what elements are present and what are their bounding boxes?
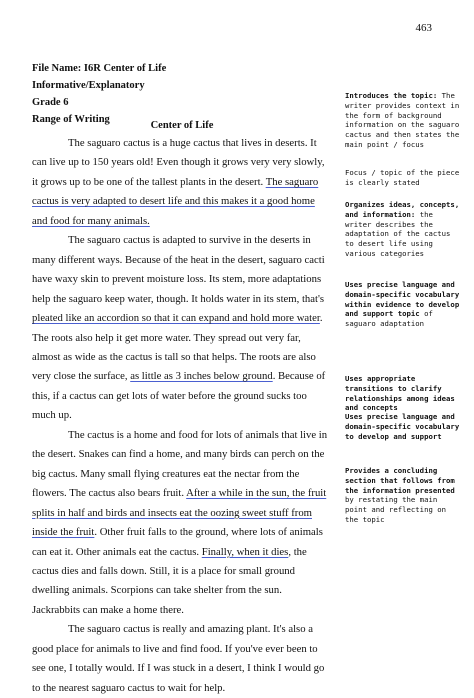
highlighted-focus-statement: The saguaro cactus is very adapted to desert life and this makes it a good home and food for many animals. bbox=[32, 175, 319, 227]
essay-paragraph-1 bbox=[32, 134, 332, 231]
file-name: File Name: I6R Center of Life bbox=[32, 63, 167, 74]
highlighted-vocabulary: After a while in the sun, the fruit splits in half and birds and insects eat the oozing sweet stuff from inside the fruit bbox=[32, 487, 327, 539]
annotation-text: The writer provides context in the form of background information on the saguaro cactus and then states the main point / focus bbox=[345, 91, 460, 149]
highlighted-transition: Finally, when it dies bbox=[201, 545, 289, 558]
annotation-heading: Provides a concluding section that follows from the information presented bbox=[345, 466, 455, 495]
document-header bbox=[32, 60, 166, 128]
annotation-organizes-ideas bbox=[345, 200, 463, 259]
annotation-text: Focus / topic of the piece is clearly stated bbox=[345, 168, 460, 187]
annotation-domain-vocabulary bbox=[345, 412, 463, 441]
paragraph-text: The saguaro cactus is a huge cactus that lives in deserts. It can live up to 150 years old! Even though it grows very very slowly, it grows up to be one of the tallest plants in the desert. bbox=[32, 137, 325, 188]
annotation-text: of saguaro adaptation bbox=[345, 309, 433, 329]
annotation-heading: Uses precise language and domain-specific vocabulary to develop and support bbox=[345, 412, 460, 441]
paragraph-text: . Other fruit falls to the ground, where lots of animals can eat it. Other animals eat the cactus. bbox=[32, 526, 323, 558]
annotation-heading: Uses precise language and domain-specific vocabulary within evidence to develop and support topic bbox=[345, 280, 460, 319]
paragraph-text: The saguaro cactus is adapted to survive in the deserts in many different ways. Because of the heat in the desert, saguaro cacti have waxy skin to prevent moisture loss. Its stem, more adaptations help the saguaro keep water, though. It holds water in its stem, that's bbox=[32, 234, 325, 305]
annotation-focus bbox=[345, 168, 463, 188]
annotation-introduces-topic bbox=[345, 91, 463, 150]
essay-title: Center of Life bbox=[150, 120, 214, 131]
essay-paragraph-3 bbox=[32, 426, 332, 621]
paragraph-text: . The roots also help it get more water. They spread out very far, almost as wide as the cactus is tall so that helps. The roots are also very close the surface, bbox=[32, 312, 323, 383]
annotation-heading: Introduces the topic: bbox=[345, 91, 438, 100]
paragraph-text: . Because of this, if a cactus can get lots of water before the ground sucks too much up. bbox=[32, 370, 326, 422]
annotation-text: the writer describes the adaptation of the cactus to desert life using various categories bbox=[345, 209, 451, 258]
grade-level: Grade 6 bbox=[32, 97, 69, 108]
annotation-heading: Uses appropriate transitions to clarify relationships among ideas and concepts bbox=[345, 374, 455, 413]
essay bbox=[32, 119, 332, 698]
page-number: 463 bbox=[415, 22, 432, 34]
annotation-precise-language bbox=[345, 280, 463, 329]
writing-type: Informative/Explanatory bbox=[32, 80, 145, 91]
annotation-transitions bbox=[345, 374, 463, 413]
annotation-heading: Organizes ideas, concepts, and information: bbox=[345, 200, 460, 219]
annotation-concluding-section bbox=[345, 466, 463, 525]
highlighted-vocabulary: pleated like an accordion so that it can expand and hold more water bbox=[32, 312, 320, 325]
essay-paragraph-4: The saguaro cactus is really and amazing plant. It's also a good place for animals to live and find food. If you've ever been to see one, I totally would. If I was stuck in a desert, I think I would go to the nearest saguaro cactus to wait for help. bbox=[32, 623, 325, 694]
writing-range: Range of Writing bbox=[32, 114, 110, 125]
essay-paragraph-2 bbox=[32, 231, 332, 426]
highlighted-vocabulary: as little as 3 inches below ground bbox=[130, 370, 273, 383]
annotation-text: by restating the main point and reflecting on the topic bbox=[345, 495, 447, 524]
paragraph-text: , the cactus dies and falls down. Still, it is a place for small ground dwelling animals. Scorpions can take shelter from the sun. Jackrabbits can make a home there. bbox=[32, 545, 307, 616]
paragraph-text: The cactus is a home and food for lots of animals that live in the desert. Snakes can find a home, and many birds can perch on the big cactus. Many small flying creatures eat the nectar from the flowers. The cactus also bears fruit. bbox=[32, 428, 328, 500]
